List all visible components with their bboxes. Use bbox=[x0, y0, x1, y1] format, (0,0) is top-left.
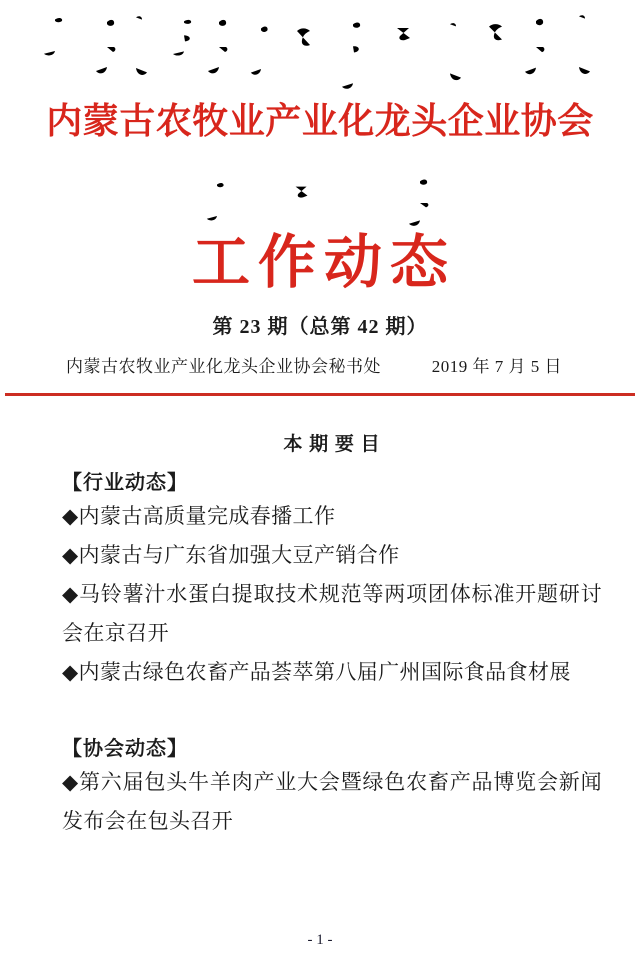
page-number: - 1 - bbox=[307, 932, 333, 948]
mongolian-word-icon bbox=[249, 24, 273, 78]
organization-name: 内蒙古农牧业产业化龙头企业协会 bbox=[46, 101, 594, 141]
mongolian-word-icon bbox=[291, 183, 313, 201]
mongolian-word-icon bbox=[123, 13, 149, 79]
contents-title: 本 期 要 目 bbox=[283, 434, 381, 455]
mongolian-word-icon bbox=[566, 12, 592, 78]
publisher-name: 内蒙古农牧业产业化龙头企业协会秘书处 bbox=[66, 357, 381, 376]
toc-item: ◆内蒙古与广东省加强大豆产销合作 bbox=[62, 543, 400, 567]
industry-news-items bbox=[62, 497, 602, 692]
toc-item: ◆内蒙古绿色农畜产品荟萃第八届广州国际食品食材展 bbox=[62, 660, 571, 684]
mongolian-word-icon bbox=[205, 181, 229, 223]
contents bbox=[0, 431, 640, 841]
toc-item: ◆第六届包头牛羊肉产业大会暨绿色农畜产品博览会新闻发布会在包头召开 bbox=[62, 770, 602, 833]
publication-meta-row bbox=[0, 355, 640, 379]
mongolian-word-icon bbox=[171, 18, 197, 58]
issue-number: 第 23 期（总第 42 期） bbox=[212, 316, 428, 338]
mongolian-word-icon bbox=[523, 16, 549, 78]
mongolian-word-icon bbox=[340, 20, 366, 92]
mongolian-word-icon bbox=[407, 177, 433, 229]
mongolian-word-icon bbox=[206, 17, 232, 77]
section-label-industry-news: 【行业动态】 bbox=[62, 472, 188, 494]
mongolian-word-icon bbox=[42, 16, 68, 58]
bulletin-title: 工作动态 bbox=[191, 230, 456, 295]
mongolian-word-icon bbox=[392, 24, 416, 44]
mongolian-word-icon bbox=[94, 17, 120, 77]
red-divider-rule bbox=[5, 393, 635, 396]
publication-date: 2019 年 7 月 5 日 bbox=[431, 357, 562, 376]
toc-item: ◆内蒙古高质量完成春播工作 bbox=[62, 504, 336, 528]
mongolian-word-icon bbox=[292, 26, 316, 52]
mongolian-word-icon bbox=[484, 22, 508, 46]
mongolian-word-icon bbox=[437, 20, 463, 84]
section-label-association-news: 【协会动态】 bbox=[62, 738, 188, 760]
association-news-items bbox=[62, 763, 602, 841]
toc-item: ◆马铃薯汁水蛋白提取技术规范等两项团体标准开题研讨会在京召开 bbox=[62, 582, 602, 645]
